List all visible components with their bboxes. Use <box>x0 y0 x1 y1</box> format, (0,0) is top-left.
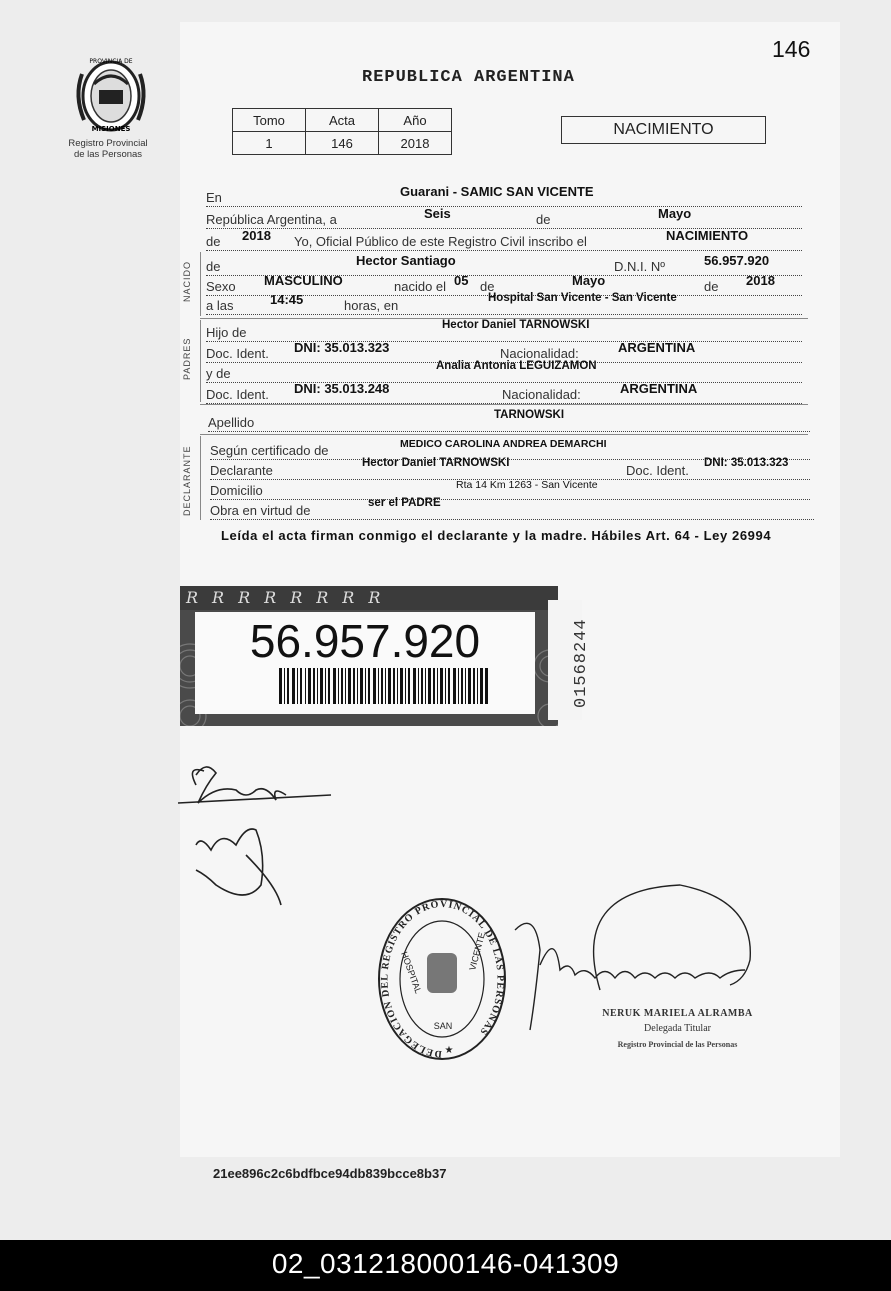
page-number: 146 <box>772 36 811 62</box>
label-doc-1: Doc. Ident. <box>206 346 269 361</box>
seal-emblem-icon <box>427 953 457 993</box>
row-address <box>210 481 810 500</box>
label-de-2: de <box>206 234 221 249</box>
logo-caption <box>58 138 158 160</box>
birth-day-value: 05 <box>454 273 469 288</box>
label-nacido-el: nacido el <box>394 279 447 294</box>
logo-caption-line2: de las Personas <box>73 149 143 160</box>
label-en: En <box>206 190 222 205</box>
year-value: 2018 <box>242 228 271 243</box>
act-value: NACIMIENTO <box>666 228 749 243</box>
seal-center-text-3: VICENTE <box>467 931 488 972</box>
row-surname <box>208 409 810 432</box>
address-value: Rta 14 Km 1263 - San Vicente <box>456 479 598 491</box>
label-declarante: Declarante <box>210 463 273 478</box>
barcode-icon <box>279 668 489 704</box>
label-domicilio: Domicilio <box>210 483 263 498</box>
capacity-value: ser el PADRE <box>368 497 441 509</box>
official-role: Delegada Titular <box>644 1023 711 1034</box>
label-dni: D.N.I. Nº <box>614 259 665 274</box>
barcode-number: 56.957.920 <box>249 615 481 667</box>
barcode-card <box>195 612 535 714</box>
document-title: REPUBLICA ARGENTINA <box>362 68 575 87</box>
row-time <box>206 292 802 315</box>
official-seal <box>375 893 510 1065</box>
official-org: Registro Provincial de las Personas <box>617 1040 738 1049</box>
father-nat-value: ARGENTINA <box>618 340 696 355</box>
side-label-padres: PADRES <box>182 337 192 380</box>
label-de-3: de <box>206 259 221 274</box>
nacido-divider <box>200 252 201 316</box>
logo-caption-line1: Registro Provincial <box>68 138 148 149</box>
label-segun: Según certificado de <box>210 443 329 458</box>
barcode-sticker <box>180 586 558 726</box>
day-text-value: Seis <box>424 206 451 221</box>
label-hijo-de: Hijo de <box>206 325 247 340</box>
logo-bottom-text: MISIONES <box>91 125 131 133</box>
label-de-4: de <box>480 279 495 294</box>
declarant-value: Hector Daniel TARNOWSKI <box>362 457 510 469</box>
mother-nat-value: ARGENTINA <box>620 381 698 396</box>
padres-divider <box>200 320 201 402</box>
mother-value: Analia Antonia LEGUIZAMON <box>436 360 597 372</box>
place-value: Guarani - SAMIC SAN VICENTE <box>400 184 594 199</box>
rr-band: RRRRRRRR <box>180 586 558 610</box>
label-horas-en: horas, en <box>344 298 399 313</box>
declarant-doc-value: DNI: 35.013.323 <box>704 457 789 469</box>
row-place <box>206 184 802 207</box>
label-a-las: a las <box>206 298 234 313</box>
tomo-value: 1 <box>233 132 306 155</box>
label-yo: Yo, Oficial Público de este Registro Civil inscribo el <box>294 234 587 249</box>
father-value: Hector Daniel TARNOWSKI <box>442 319 590 331</box>
observation-text: Leída el acta firman conmigo el declarante y la madre. Hábiles Art. 64 - Ley 26994 <box>221 528 772 543</box>
certificate-value: MEDICO CAROLINA ANDREA DEMARCHI <box>400 438 607 450</box>
label-de-1: de <box>536 212 551 227</box>
signature-declarant <box>176 755 336 915</box>
father-doc-value: DNI: 35.013.323 <box>294 340 390 355</box>
section-line-2 <box>200 404 808 405</box>
seal-ring-text: DELEGACION DEL REGISTRO PROVINCIAL DE LAS PERSONAS <box>379 898 506 1060</box>
label-sexo: Sexo <box>206 279 236 294</box>
serial-number: 01568244 <box>572 618 591 708</box>
official-name: NERUK MARIELA ALRAMBA <box>602 1008 753 1019</box>
label-obra: Obra en virtud de <box>210 503 311 518</box>
row-year <box>206 228 802 251</box>
label-doc-2: Doc. Ident. <box>206 387 269 402</box>
seal-center-text-1: HOSPITAL <box>399 950 424 995</box>
label-republica: República Argentina, a <box>206 212 337 227</box>
time-value: 14:45 <box>270 292 304 307</box>
mother-doc-value: DNI: 35.013.248 <box>294 381 390 396</box>
official-block <box>585 1008 770 1049</box>
sex-value: MASCULINO <box>264 273 343 288</box>
row-date <box>206 206 802 229</box>
document-hash: 21ee896c2c6bdfbce94db839bcce8b37 <box>213 1166 447 1181</box>
coat-of-arms-logo <box>66 54 156 139</box>
side-label-declarante: DECLARANTE <box>182 445 192 516</box>
logo-top-text: PROVINCIA DE <box>89 58 133 65</box>
row-capacity <box>210 497 814 520</box>
birthplace-value: Hospital San Vicente - San Vicente <box>488 292 677 304</box>
registry-table <box>232 108 452 155</box>
side-label-nacido: NACIDO <box>182 260 192 302</box>
act-type-box: NACIMIENTO <box>561 116 766 144</box>
footer-filename: 02_031218000146-041309 <box>271 1248 620 1279</box>
anio-value: 2018 <box>379 132 452 155</box>
label-y-de: y de <box>206 366 231 381</box>
label-nac-1: Nacionalidad: <box>500 346 579 361</box>
acta-header: Acta <box>306 109 379 132</box>
anio-header: Año <box>379 109 452 132</box>
label-apellido: Apellido <box>208 415 255 430</box>
serial-label <box>548 600 591 720</box>
surname-value: TARNOWSKI <box>494 409 565 421</box>
section-line-3 <box>200 434 808 435</box>
acta-value: 146 <box>306 132 379 155</box>
month-text-value: Mayo <box>658 206 692 221</box>
row-mother-doc <box>206 381 802 404</box>
declarante-divider <box>200 436 201 520</box>
seal-star-icon: ★ <box>444 1045 454 1056</box>
dni-value: 56.957.920 <box>704 253 770 268</box>
tomo-header: Tomo <box>233 109 306 132</box>
birth-year-value: 2018 <box>746 273 775 288</box>
name-value: Hector Santiago <box>356 253 456 268</box>
footer-bar <box>0 1240 891 1291</box>
birth-month-value: Mayo <box>572 273 606 288</box>
label-de-5: de <box>704 279 719 294</box>
label-doc-3: Doc. Ident. <box>626 463 689 478</box>
label-nac-2: Nacionalidad: <box>502 387 581 402</box>
row-declarant <box>210 457 810 480</box>
seal-center-text-2: SAN <box>433 1021 453 1031</box>
